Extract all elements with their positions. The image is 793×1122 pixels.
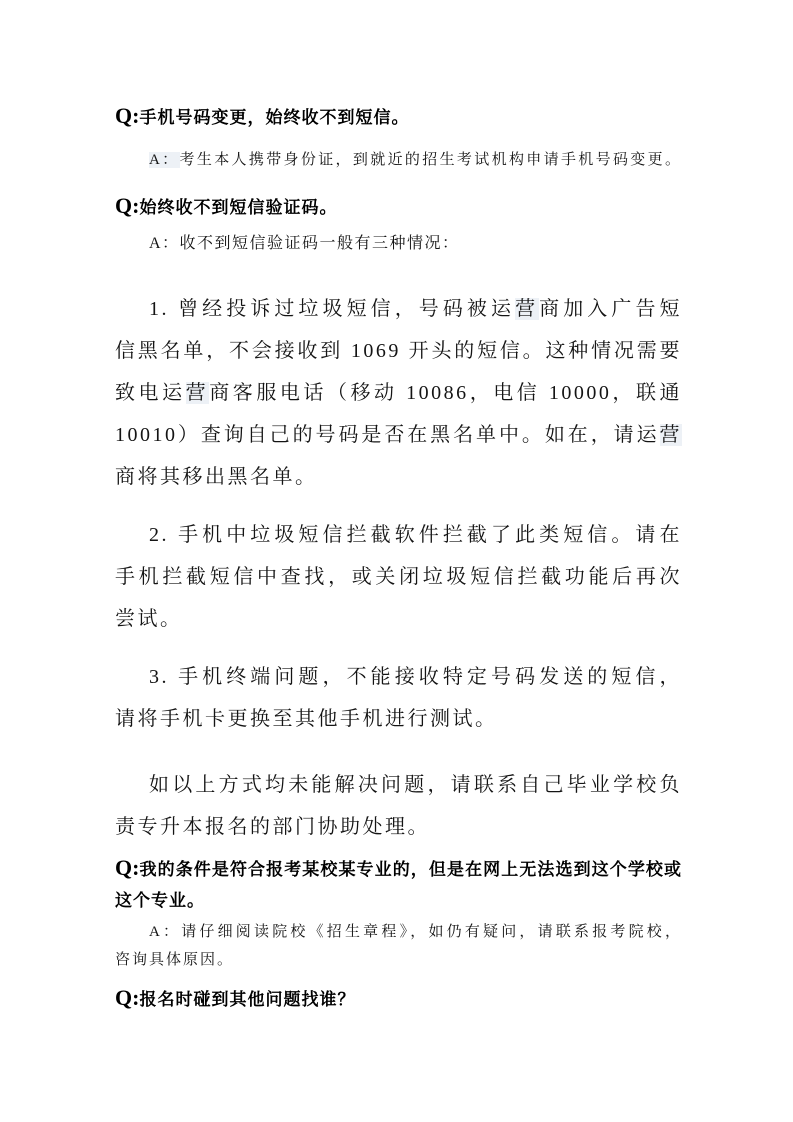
text-line [115, 946, 682, 974]
highlighted-text: 营 [515, 298, 540, 320]
question-marker: Q: [115, 855, 140, 880]
text-line [115, 514, 682, 556]
question-3 [115, 852, 682, 916]
text-line [115, 227, 682, 261]
text-segment: 1. 曾经投诉过垃圾短信，号码被运 [149, 298, 516, 320]
answer-2-case-1 [115, 288, 682, 498]
text-segment: 3. 手机终端问题，不能接收特定号码发送的短信， [149, 666, 682, 688]
text-line [115, 372, 682, 414]
answer-2-fallback [115, 764, 682, 848]
text-segment: 这个专业。 [115, 891, 205, 910]
text-segment: 责专升本报名的部门协助处理。 [115, 816, 430, 838]
text-segment: 如以上方式均未能解决问题，请联系自己毕业学校负 [149, 774, 682, 796]
text-line [115, 852, 682, 885]
question-4 [115, 982, 682, 1015]
highlighted-text: 营 [185, 382, 210, 404]
text-segment: 商加入广告短 [539, 298, 683, 320]
text-line [115, 100, 682, 133]
text-segment: 信黑名单，不会接收到 1069 开头的短信。这种情况需要 [115, 340, 682, 362]
question-marker: Q: [115, 103, 140, 128]
text-segment: 始终收不到短信验证码。 [139, 198, 338, 217]
text-line [115, 982, 682, 1015]
text-segment: 报名时碰到其他问题找谁？ [139, 990, 356, 1009]
text-segment: 请将手机卡更换至其他手机进行测试。 [115, 708, 498, 730]
answer-3 [115, 918, 682, 974]
answer-1 [115, 146, 682, 174]
text-line [115, 764, 682, 806]
text-segment: 我的条件是符合报考某校某专业的，但是在网上无法选到这个学校或 [139, 860, 682, 879]
text-line [115, 190, 682, 223]
text-line [115, 556, 682, 598]
text-line [115, 414, 682, 456]
text-segment: 考生本人携带身份证，到就近的招生考试机构申请手机号码变更。 [179, 152, 682, 168]
text-segment: 2. 手机中垃圾短信拦截软件拦截了此类短信。请在 [149, 524, 682, 546]
text-line [115, 698, 682, 740]
answer-2-case-2 [115, 514, 682, 640]
answer-2-case-3 [115, 656, 682, 740]
text-line [115, 918, 682, 946]
question-marker: Q: [115, 985, 140, 1010]
text-segment: 尝试。 [115, 608, 183, 630]
text-segment: 致电运 [115, 382, 186, 404]
text-line [115, 146, 682, 174]
text-line [115, 656, 682, 698]
question-marker: Q: [115, 193, 140, 218]
text-segment: 10010）查询自己的号码是否在黑名单中。如在，请运 [115, 424, 660, 446]
text-segment: A：请仔细阅读院校《招生章程》，如仍有疑问，请联系报考院校， [149, 924, 682, 940]
text-line [115, 456, 682, 498]
question-2 [115, 190, 682, 223]
text-segment: 咨询具体原因。 [115, 952, 235, 968]
text-segment: 商将其移出黑名单。 [115, 466, 318, 488]
text-segment: A：收不到短信验证码一般有三种情况： [149, 235, 460, 252]
text-line [115, 806, 682, 848]
text-line [115, 885, 682, 916]
highlighted-text: A： [149, 152, 180, 168]
answer-2-intro [115, 227, 682, 261]
text-segment: 手机号码变更，始终收不到短信。 [139, 108, 410, 127]
text-line [115, 598, 682, 640]
highlighted-text: 营 [659, 424, 682, 446]
question-1 [115, 100, 682, 133]
text-segment: 商客服电话（移动 10086，电信 10000，联通 [209, 382, 683, 404]
text-segment: 手机拦截短信中查找，或关闭垃圾短信拦截功能后再次 [115, 566, 682, 588]
text-line [115, 288, 682, 330]
text-line [115, 330, 682, 372]
